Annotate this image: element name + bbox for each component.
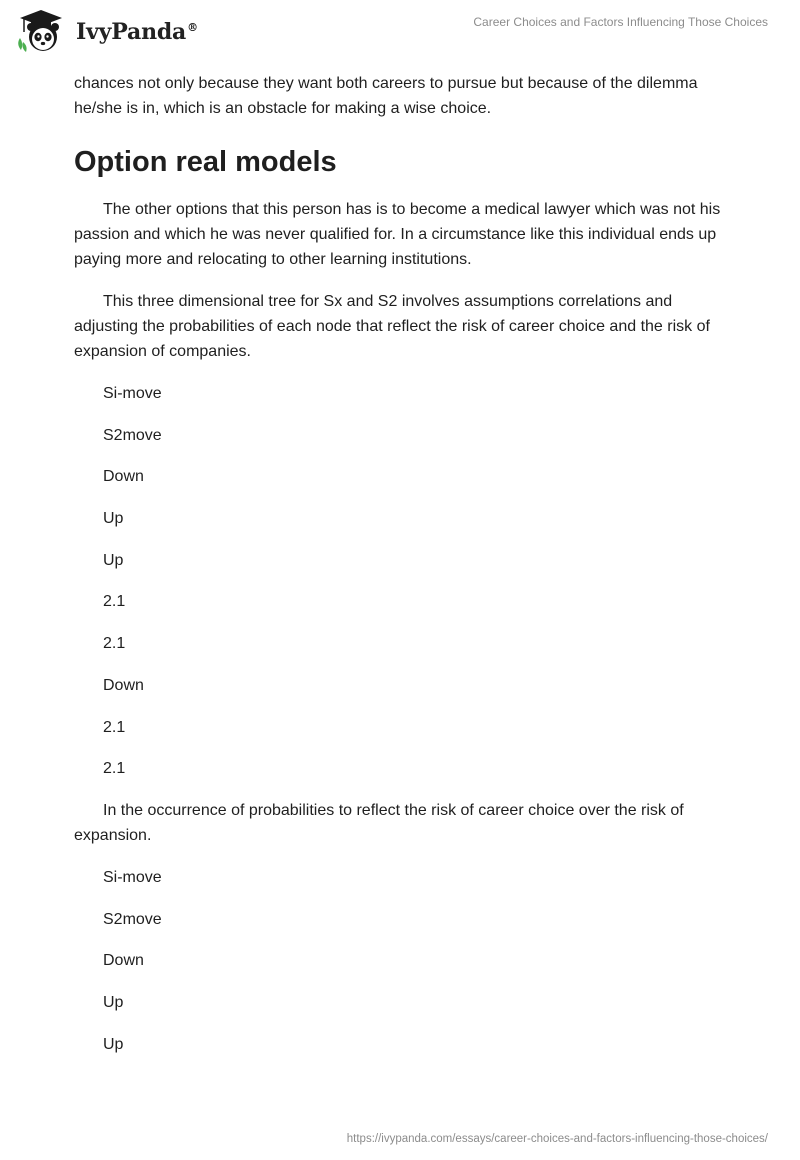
tree-node-item: 2.1 (103, 718, 126, 736)
intro-continuation: chances not only because they want both careers to pursue but because of the dilemma he/she is in, which is an obstacle for making a wise choice. (74, 75, 698, 117)
document-title: Career Choices and Factors Influencing Those Choices (473, 15, 768, 29)
panda-graduation-cap-icon (14, 8, 68, 54)
registered-mark: ® (187, 20, 198, 34)
tree-node-item: Down (103, 676, 144, 694)
tree-node-list (74, 381, 734, 781)
tree-node-item: 2.1 (103, 760, 126, 778)
ivypanda-logo[interactable] (14, 8, 198, 54)
tree-node-item: Down (103, 952, 144, 970)
page-header (0, 0, 800, 70)
tree-node-item: 2.1 (103, 593, 126, 611)
paragraph: The other options that this person has is to become a medical lawyer which was not his passion and which he was never qualified for. In a circumstance like this individual ends up paying more and relocating to other learning institutions. (74, 201, 721, 268)
paragraph: In the occurrence of probabilities to reflect the risk of career choice over the risk of expansion. (74, 801, 684, 844)
tree-node-item: Down (103, 468, 144, 486)
section-heading: Option real models (74, 146, 337, 178)
tree-node-item: 2.1 (103, 635, 126, 653)
tree-node-item: S2move (103, 426, 162, 444)
tree-node-list (74, 865, 734, 1057)
tree-node-item: Si-move (103, 868, 162, 886)
source-url-link[interactable]: https://ivypanda.com/essays/career-choices-and-factors-influencing-those-choices/ (346, 1133, 768, 1145)
tree-node-item: Up (103, 551, 124, 569)
tree-node-item: Si-move (103, 385, 162, 402)
tree-node-item: Up (103, 510, 124, 528)
tree-node-item: Up (103, 1035, 124, 1053)
tree-node-item: Up (103, 993, 124, 1011)
essay-content (74, 71, 734, 1073)
brand-name: IvyPanda® (76, 19, 198, 45)
paragraph: This three dimensional tree for Sx and S2 involves assumptions correlations and adjusting the probabilities of each node that reflect the risk of career choice and the risk of expansion of companies. (74, 293, 710, 360)
tree-node-item: S2move (103, 910, 162, 928)
